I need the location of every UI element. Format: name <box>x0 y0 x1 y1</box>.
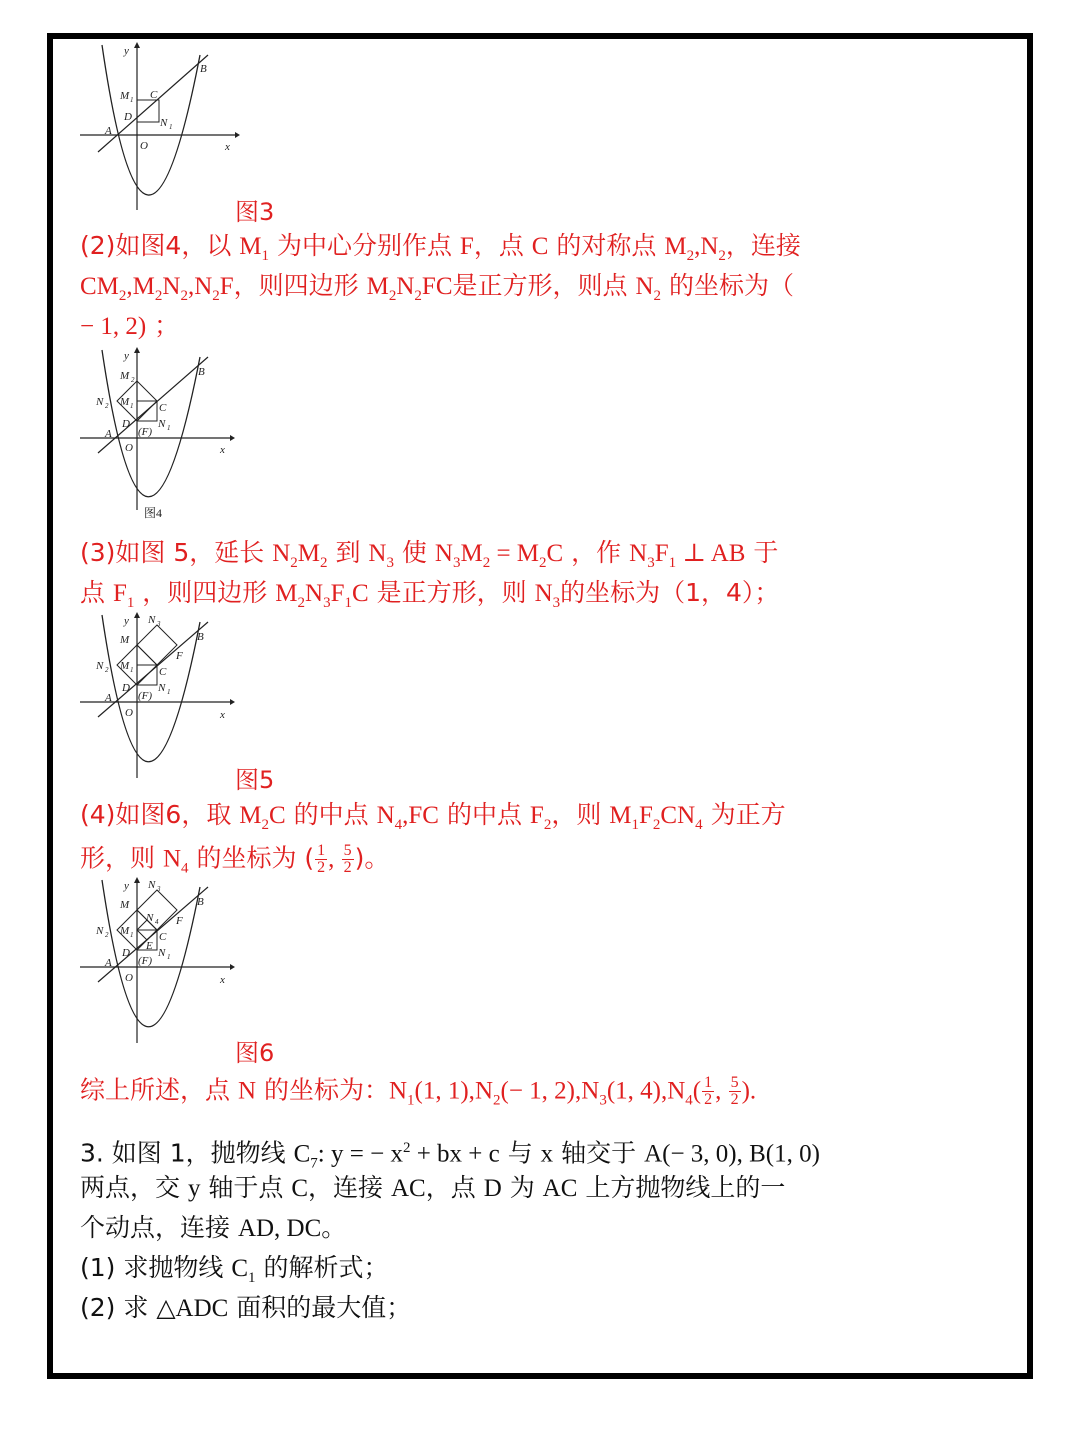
label-n3: N <box>148 879 156 891</box>
math: N <box>194 273 213 300</box>
math: CM <box>80 273 119 300</box>
text: (2) 求 <box>80 1293 157 1322</box>
math: N <box>396 273 415 300</box>
text: 面积的最大值； <box>228 1293 412 1322</box>
square-m1cn1d <box>137 100 159 122</box>
math: M <box>275 580 298 607</box>
math: y <box>187 1175 201 1202</box>
label-f: (F) <box>138 426 153 438</box>
math-sub: 2 <box>320 555 328 571</box>
label-m1: M <box>120 925 130 937</box>
fraction-five-halves <box>729 1075 741 1108</box>
text: ，连接 <box>725 231 801 260</box>
label-n2-sub: 2 <box>105 931 109 939</box>
label-a: A <box>105 692 112 704</box>
math: ,FC <box>402 802 439 829</box>
math: = <box>490 540 517 567</box>
math: C <box>351 580 369 607</box>
math: C <box>269 802 286 829</box>
math: x <box>540 1140 554 1168</box>
text: ，则四边形 <box>233 271 367 300</box>
label-n1: N <box>160 117 168 129</box>
math-sub: 2 <box>290 555 298 571</box>
label-o: O <box>125 442 133 454</box>
text: 到 <box>327 538 369 567</box>
fraction-one-half <box>315 843 327 876</box>
math: F <box>529 802 544 829</box>
square-m2n3f1c <box>137 625 177 665</box>
problem3-line-3 <box>80 1213 346 1244</box>
label-d: D <box>122 947 130 959</box>
math-sub: 4 <box>685 1092 693 1109</box>
math-sub: 2 <box>154 288 163 304</box>
label-n2: N <box>96 925 104 937</box>
text: 是正方形，则 <box>368 578 535 607</box>
math: M <box>460 540 483 567</box>
math-sub: 4 <box>181 860 189 877</box>
label-a: A <box>105 125 112 137</box>
math: N <box>667 1077 686 1105</box>
math: F <box>639 802 653 829</box>
text: 的坐标为（ <box>661 271 794 300</box>
label-c: C <box>150 89 158 101</box>
math-sub: 2 <box>686 248 695 264</box>
text: 的坐标为（1，4）； <box>560 578 780 607</box>
text: 的中点 <box>285 800 377 829</box>
math: ( <box>692 1077 702 1105</box>
coordinate: (1, 1), <box>414 1077 475 1105</box>
math-sub: 2 <box>653 288 662 304</box>
math-sub: 2 <box>388 288 397 304</box>
math-sub: 2 <box>212 288 220 304</box>
figure-3 <box>80 40 240 220</box>
math: CN <box>660 802 696 829</box>
math: N <box>434 540 453 567</box>
math: F <box>112 580 127 607</box>
text: ，点 <box>425 1173 484 1202</box>
problem3-line-2 <box>80 1173 785 1204</box>
label-d: D <box>122 418 130 430</box>
label-c: C <box>159 931 167 943</box>
numerator: 5 <box>730 1074 739 1091</box>
caption-figure-4: 图4 <box>144 506 163 520</box>
math: D <box>483 1175 502 1202</box>
part2-line-2 <box>80 271 794 311</box>
label-a: A <box>105 957 112 969</box>
label-n1-sub: 1 <box>169 123 173 131</box>
coordinate: (1, 4), <box>606 1077 668 1105</box>
label-n1-sub: 1 <box>167 953 171 961</box>
math: , <box>126 273 133 300</box>
caption-figure-3: 图3 <box>235 198 275 226</box>
label-y: y <box>124 350 129 362</box>
problem3-line-1 <box>80 1133 820 1178</box>
label-y: y <box>124 45 129 57</box>
text: (1) 求抛物线 <box>80 1253 232 1282</box>
math-sup: 2 <box>402 1140 411 1156</box>
label-m1-sub: 1 <box>130 666 134 674</box>
math: M <box>239 233 262 260</box>
line-ab <box>98 55 208 152</box>
text: 的坐标为： <box>256 1075 389 1105</box>
text: 为正方 <box>702 800 786 829</box>
label-n1-sub: 1 <box>167 424 171 432</box>
math: N <box>700 233 719 260</box>
label-m1: M <box>120 396 130 408</box>
math-sub: 3 <box>323 595 331 611</box>
label-m1: M <box>120 90 130 102</box>
math: C <box>546 540 564 567</box>
y-axis-arrow-icon <box>134 347 140 353</box>
label-n3-sub: 3 <box>157 620 161 628</box>
x-axis-arrow-icon <box>235 132 240 138</box>
math-sub: 2 <box>718 248 726 264</box>
part4-line-1 <box>80 800 786 840</box>
label-n4: N <box>146 912 154 924</box>
label-n2-sub: 2 <box>105 402 109 410</box>
math: ⊥ <box>676 540 711 567</box>
problem3-question-2 <box>80 1293 411 1324</box>
math: N <box>629 540 648 567</box>
math: , <box>328 845 341 873</box>
math-sub: 1 <box>344 595 352 611</box>
y-axis-arrow-icon <box>134 877 140 883</box>
math-sub: 2 <box>261 817 269 833</box>
text: 的解析式； <box>255 1253 389 1282</box>
math: N <box>272 540 291 567</box>
label-x: x <box>220 709 225 721</box>
denominator: 2 <box>704 1091 713 1108</box>
denominator: 2 <box>317 859 326 876</box>
math-sub: 2 <box>180 288 188 304</box>
caption-figure-6: 图6 <box>235 1039 275 1067</box>
label-m2: M <box>120 899 130 911</box>
text: 轴交于 <box>553 1138 645 1168</box>
label-n1: N <box>158 682 166 694</box>
math: FC <box>421 273 453 300</box>
math-sub: 4 <box>394 817 403 833</box>
label-f: (F) <box>138 955 153 967</box>
label-b: B <box>200 63 207 75</box>
caption-figure-5: 图5 <box>235 766 275 794</box>
math-sub: 2 <box>482 555 491 571</box>
math-sub: 2 <box>493 1092 501 1109</box>
y-axis-arrow-icon <box>134 612 140 618</box>
math-sub: 2 <box>297 595 305 611</box>
fraction-one-half <box>702 1075 714 1108</box>
parabola <box>102 615 200 762</box>
text: 的坐标为 ( <box>188 843 315 873</box>
math: , <box>715 1077 728 1105</box>
text: ，作 <box>563 538 630 567</box>
label-n4-sub: 4 <box>155 918 159 926</box>
math-sub: 3 <box>386 555 394 571</box>
math: A(− 3, 0), B(1, 0) <box>644 1140 820 1168</box>
label-m2: M <box>120 634 130 646</box>
math: N <box>474 1077 493 1105</box>
math-sub: 3 <box>599 1092 607 1109</box>
figure-6-graph <box>80 875 240 1050</box>
label-b: B <box>198 366 205 378</box>
label-o: O <box>140 140 148 152</box>
parabola <box>102 45 200 195</box>
text: 为 <box>501 1173 543 1202</box>
label-x: x <box>220 974 225 986</box>
math: C <box>231 1255 248 1282</box>
math: M <box>239 802 262 829</box>
text: 点 <box>80 578 113 607</box>
math: M <box>366 273 389 300</box>
numerator: 5 <box>343 842 352 859</box>
label-n1: N <box>158 947 166 959</box>
text: 综上所述，点 <box>80 1075 238 1105</box>
math: F <box>219 273 234 300</box>
parabola <box>102 880 200 1027</box>
figure-4 <box>80 345 240 525</box>
label-n1-sub: 1 <box>167 688 171 696</box>
x-axis-arrow-icon <box>230 435 235 441</box>
math: C <box>291 1175 309 1202</box>
label-n2: N <box>96 396 104 408</box>
math: C <box>531 233 549 260</box>
text: 两点，交 <box>80 1173 188 1202</box>
part2-line-3 <box>80 311 179 342</box>
math-sub: 2 <box>652 817 661 833</box>
figure-5-graph <box>80 610 240 785</box>
label-n2: N <box>96 660 104 672</box>
math-sub: 1 <box>631 817 639 833</box>
label-y: y <box>124 615 129 627</box>
label-f1: F <box>176 650 183 662</box>
label-c: C <box>159 402 167 414</box>
text: 使 <box>393 538 435 567</box>
math-sub: 2 <box>543 817 552 833</box>
label-x: x <box>220 444 225 456</box>
label-c: C <box>159 666 167 678</box>
text: 个动点，连接 <box>80 1213 238 1242</box>
math-sub: 4 <box>695 817 703 833</box>
label-f1: F <box>176 915 183 927</box>
label-m1-sub: 1 <box>130 931 134 939</box>
math: N <box>534 580 553 607</box>
label-m2: M <box>120 370 130 382</box>
math-sub: 3 <box>647 555 655 571</box>
math-sub: 2 <box>118 288 127 304</box>
math: N <box>376 802 395 829</box>
math: AC <box>542 1175 578 1202</box>
label-m1-sub: 1 <box>130 402 134 410</box>
math: F <box>654 540 669 567</box>
x-axis-arrow-icon <box>230 699 235 705</box>
text: (3)如图 5，延长 <box>80 538 273 567</box>
coordinate: (− 1, 2), <box>500 1077 582 1105</box>
label-n3-sub: 3 <box>157 885 161 893</box>
text: 。 <box>321 1213 347 1242</box>
label-m1: M <box>120 660 130 672</box>
x-axis-arrow-icon <box>230 964 235 970</box>
text: ，点 <box>473 231 532 260</box>
math: N <box>305 580 324 607</box>
summary-line <box>80 1075 756 1116</box>
math: N <box>635 273 654 300</box>
text: (2)如图4，以 <box>80 231 240 260</box>
math: M <box>297 540 321 567</box>
text: 与 <box>499 1138 541 1168</box>
label-y: y <box>124 880 129 892</box>
math: △ADC <box>156 1295 229 1322</box>
figure-4-graph <box>80 345 240 525</box>
label-n2-sub: 2 <box>105 666 109 674</box>
math: F <box>459 233 474 260</box>
label-x: x <box>225 141 230 153</box>
math: N <box>162 273 181 300</box>
label-n1: N <box>158 418 166 430</box>
label-n3: N <box>148 614 156 626</box>
math-sub: 1 <box>407 1092 415 1109</box>
math: AB <box>710 540 746 567</box>
text: (4)如图6，取 <box>80 800 240 829</box>
text: 的中点 <box>439 800 530 829</box>
problem3-question-1 <box>80 1253 388 1293</box>
label-b: B <box>197 896 204 908</box>
text: ，连接 <box>308 1173 391 1202</box>
figure-3-graph <box>80 40 240 220</box>
math-sub: 2 <box>539 555 547 571</box>
label-m2-sub: 2 <box>131 376 135 384</box>
text: 3. 如图 1，抛物线 <box>80 1138 294 1168</box>
text: 是正方形，则点 <box>452 271 636 300</box>
numerator: 1 <box>704 1074 713 1091</box>
math: C <box>293 1140 311 1168</box>
text: 形，则 <box>80 843 163 873</box>
y-axis-arrow-icon <box>134 42 140 48</box>
math-sub: 1 <box>126 595 135 611</box>
text: ，则四边形 <box>134 578 276 607</box>
label-e: E <box>146 940 153 952</box>
math: N <box>162 845 182 873</box>
math: N <box>368 540 387 567</box>
label-d: D <box>124 111 132 123</box>
label-f: (F) <box>138 690 153 702</box>
label-o: O <box>125 707 133 719</box>
math-sub: 1 <box>248 1270 256 1286</box>
math: AC <box>391 1175 426 1202</box>
math-sub: 3 <box>552 595 561 611</box>
label-b: B <box>197 631 204 643</box>
math: ). <box>741 1077 757 1105</box>
math: , <box>694 233 701 260</box>
part3-line-1 <box>80 538 778 578</box>
part2-line-1 <box>80 231 801 271</box>
math: M <box>609 802 632 829</box>
math: M <box>132 273 155 300</box>
text: 为中心分别作点 <box>269 231 460 260</box>
fraction-five-halves <box>342 843 354 876</box>
denominator: 2 <box>343 859 352 876</box>
math-sub: 2 <box>414 288 422 304</box>
label-a: A <box>105 428 112 440</box>
text: 的对称点 <box>548 231 665 260</box>
text: ，则 <box>551 800 610 829</box>
math: N <box>388 1077 408 1105</box>
math: : y = − x <box>317 1140 403 1168</box>
coordinate-n2: − 1, 2) <box>80 313 147 340</box>
math: F <box>330 580 345 607</box>
math: M <box>664 233 687 260</box>
label-m1-sub: 1 <box>130 96 134 104</box>
label-d: D <box>122 682 130 694</box>
math: N <box>581 1077 600 1105</box>
label-o: O <box>125 972 133 984</box>
parabola <box>102 350 200 497</box>
math: AD, DC <box>237 1215 322 1242</box>
math-sub: 1 <box>668 555 677 571</box>
math-sub: 7 <box>310 1155 318 1172</box>
figure-5 <box>80 610 240 785</box>
math: N <box>237 1077 257 1105</box>
math: , <box>187 273 195 300</box>
text: 上方抛物线上的一 <box>577 1173 786 1202</box>
text: 于 <box>745 538 779 567</box>
text: ； <box>146 311 180 340</box>
math: + bx + c <box>410 1140 500 1168</box>
text: )。 <box>354 843 390 873</box>
math: M <box>516 540 540 567</box>
denominator: 2 <box>730 1091 739 1108</box>
text: 轴于点 <box>200 1173 292 1202</box>
figure-6 <box>80 875 240 1050</box>
math-sub: 3 <box>452 555 461 571</box>
numerator: 1 <box>317 842 326 859</box>
math-sub: 1 <box>261 248 269 264</box>
